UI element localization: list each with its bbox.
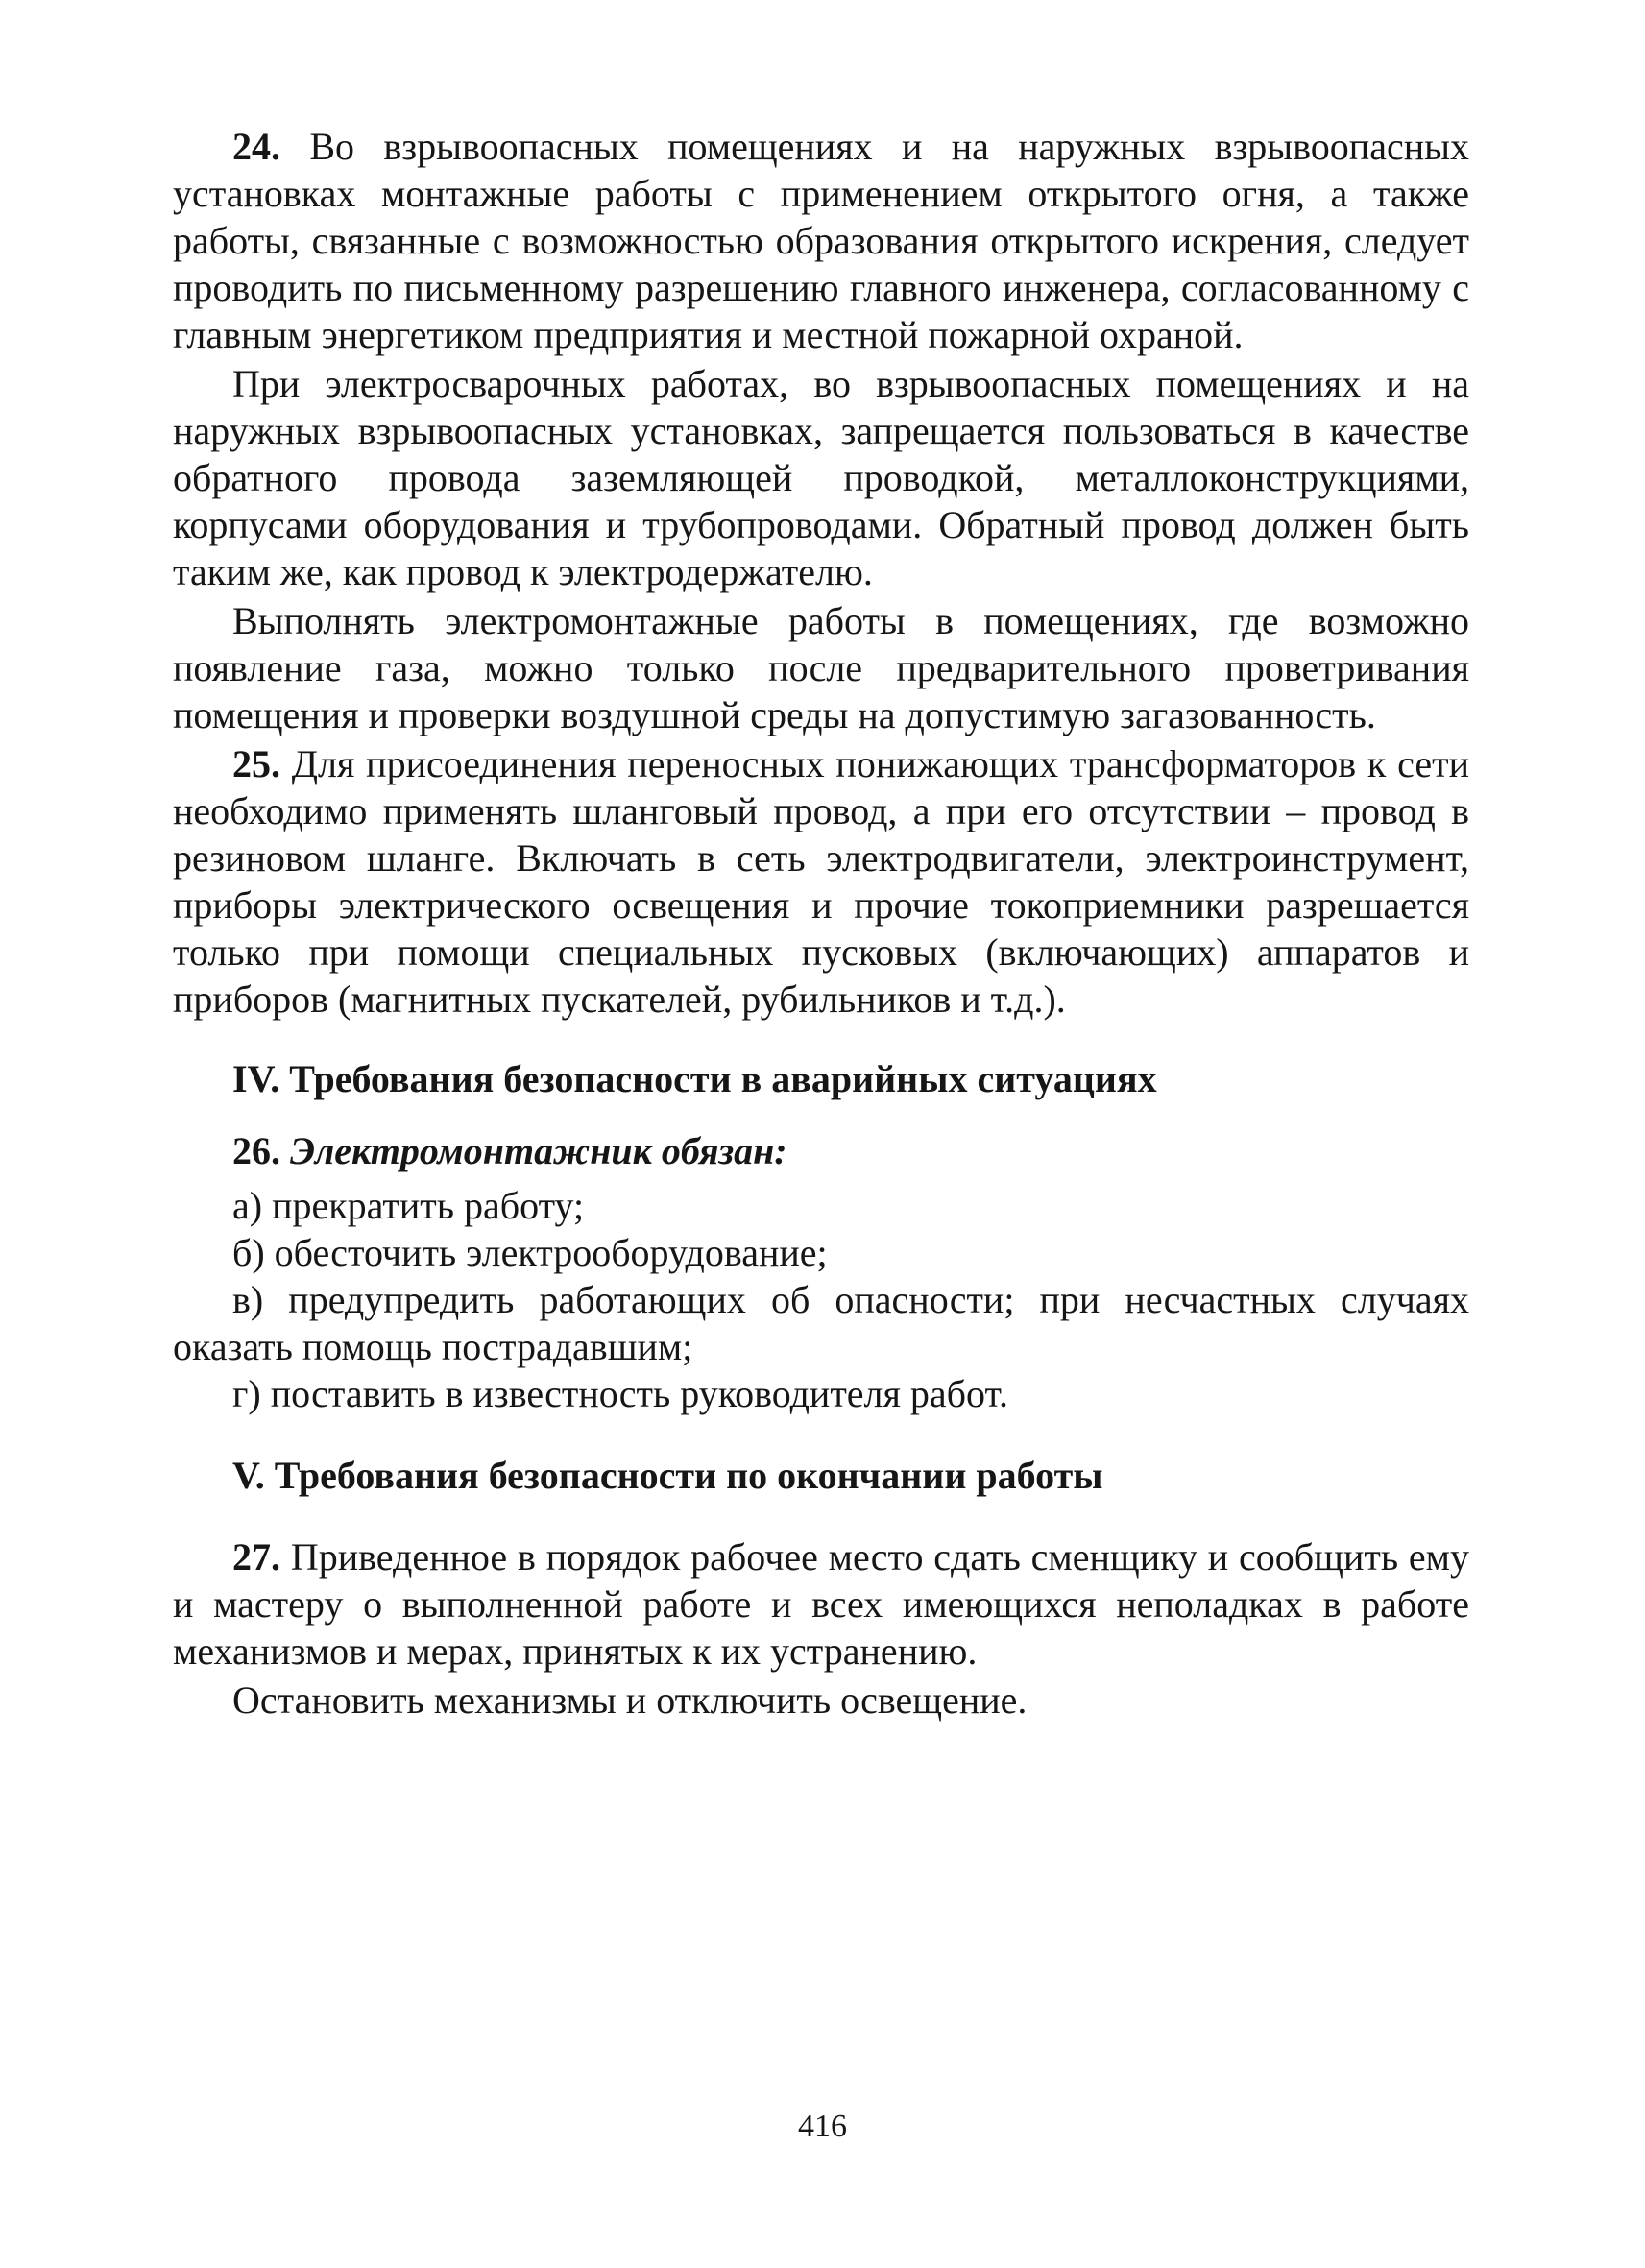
paragraph-number: 27. bbox=[232, 1535, 280, 1579]
paragraph-number: 25. bbox=[232, 742, 280, 785]
document-page bbox=[173, 123, 1469, 1724]
paragraph-27-stop: Остановить механизмы и отключить освещение. bbox=[232, 1678, 1028, 1722]
page-number: 416 bbox=[798, 2109, 847, 2144]
paragraph-24-gas: Выполнять электромонтажные работы в помещениях, где возможно появление газа, можно только после предварительного проветривания помещения и проверки воздушной среды на допустимую загазованность. bbox=[173, 599, 1469, 736]
paragraph-24-welding: При электросварочных работах, во взрывоопасных помещениях и на наружных взрывоопасных установках, запрещается пользоваться в качестве обратного провода заземляющей проводкой, металлоконструкциями, корпусами оборудования и трубопроводами. Обратный провод должен быть таким же, как провод к электродержателю. bbox=[173, 362, 1469, 593]
paragraph-label: Электромонтажник обязан: bbox=[280, 1129, 787, 1172]
section-heading-end-of-work: V. Требования безопасности по окончании работы bbox=[232, 1454, 1103, 1497]
paragraph-25 bbox=[173, 740, 1469, 1023]
list-item-b: б) обесточить электрооборудование; bbox=[232, 1231, 828, 1274]
paragraph-26 bbox=[173, 1127, 1469, 1174]
list-item-v: в) предупредить работающих об опасности; при несчастных случаях оказать помощь пострадавшим; bbox=[173, 1278, 1469, 1368]
list-item-g: г) поставить в известность руководителя работ. bbox=[232, 1372, 1008, 1415]
paragraph-27 bbox=[173, 1533, 1469, 1675]
paragraph-text: Во взрывоопасных помещениях и на наружных взрывоопасных установках монтажные работы с применением открытого огня, а также работы, связанные с возможностью образования открытого искрения, следует проводить по письменному разрешению главного инженера, согласованному с главным энергетиком предприятия и местной пожарной охраной. bbox=[173, 125, 1469, 356]
paragraph-text: Для присоединения переносных понижающих трансформаторов к сети необходимо применять шланговый провод, а при его отсутствии – провод в резиновом шланге. Включать в сеть электродвигатели, электроинструмент, приборы электрического освещения и прочие токоприемники разрешается только при помощи специальных пусковых (включающих) аппаратов и приборов (магнитных пускателей, рубильников и т.д.). bbox=[173, 742, 1469, 1021]
list-item-a: а) прекратить работу; bbox=[232, 1184, 585, 1227]
section-heading-emergency: IV. Требования безопасности в аварийных ситуациях bbox=[232, 1057, 1157, 1100]
paragraph-number: 26. bbox=[232, 1129, 280, 1172]
paragraph-number: 24. bbox=[232, 125, 280, 168]
paragraph-text: Приведенное в порядок рабочее место сдать сменщику и сообщить ему и мастеру о выполненной работе и всех имеющихся неполадках в работе механизмов и мерах, принятых к их устранению. bbox=[173, 1535, 1469, 1673]
paragraph-24 bbox=[173, 123, 1469, 358]
